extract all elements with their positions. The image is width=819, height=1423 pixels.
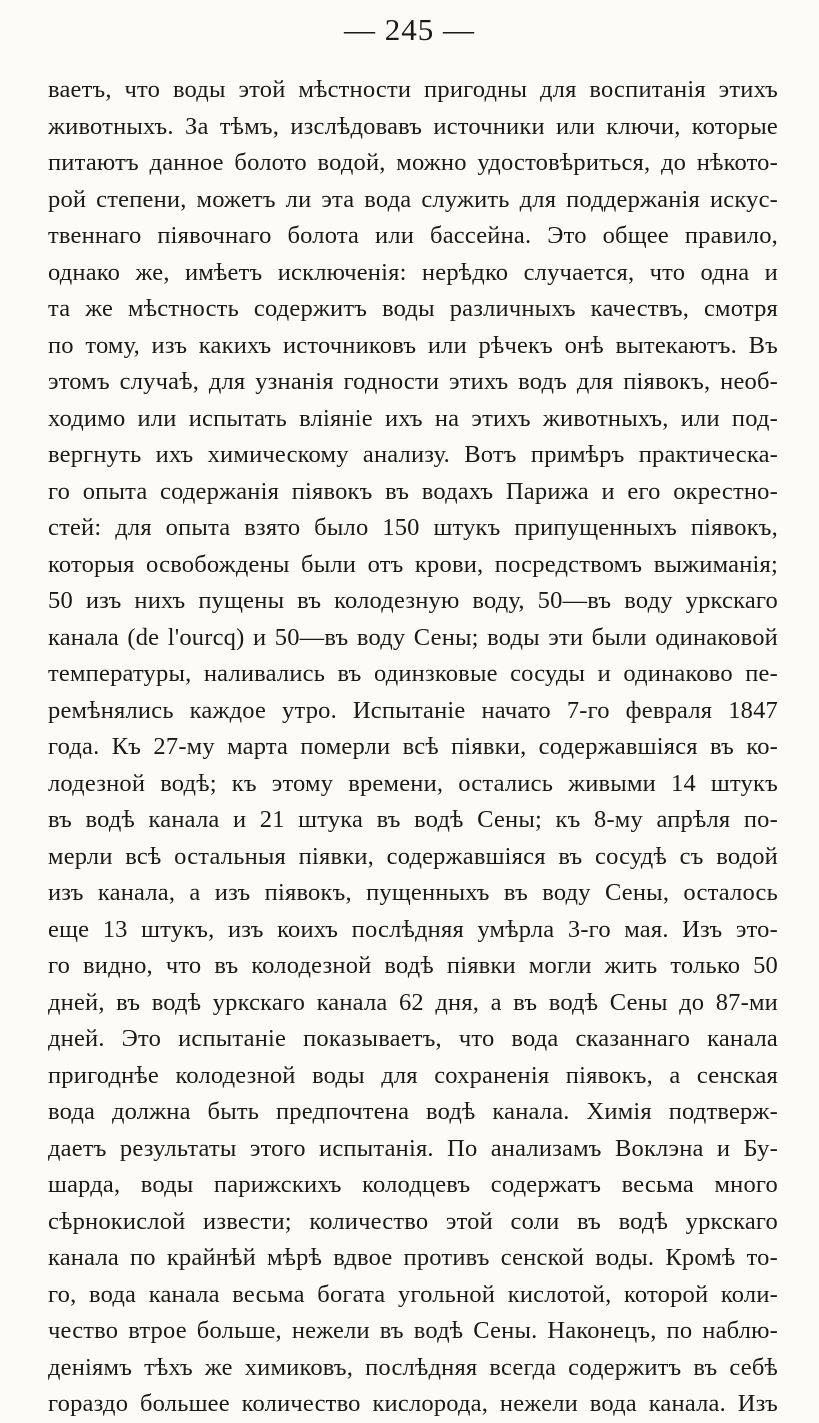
text-line: го, вода канала весьма богата угольной кислотой, которой коли- [48,1280,778,1308]
text-line: изъ канала, а изъ піявокъ, пущенныхъ въ воду Сены, осталось [48,879,778,906]
text-line: даетъ результаты этого испытанія. По анализамъ Воклэна и Бу- [48,1134,778,1162]
text-line: деніямъ тѣхъ же химиковъ, послѣдняя всегда содержитъ въ себѣ [48,1353,778,1381]
body-text [48,72,778,1423]
text-line: канала по крайнѣй мѣрѣ вдвое противъ сенской воды. Кромѣ то- [48,1244,778,1271]
text-line: дней. Это испытаніе показываетъ, что вода сказаннаго канала [48,1025,778,1052]
text-line: мерли всѣ остальныя піявки, содержавшіяся въ сосудѣ съ водой [48,842,778,870]
text-line: пригоднѣе колодезной воды для сохраненія піявокъ, а сенская [48,1061,778,1089]
text-line: го видно, что въ колодезной водѣ піявки могли жить только 50 [48,952,778,979]
page-number: — 245 — [344,12,475,47]
text-line: канала (de l'ourcq) и 50—въ воду Сены; воды эти были одинаковой [48,623,778,651]
text-line: та же мѣстность содержитъ воды различныхъ качествъ, смотря [48,295,778,322]
text-line: рой степени, можетъ ли эта вода служить для поддержанія искус- [48,185,778,213]
text-line: ходимо или испытать вліяніе ихъ на этихъ животныхъ, или под- [48,404,778,432]
text-line: еще 13 штукъ, изъ коихъ послѣдняя умѣрла 3-го мая. Изъ это- [48,915,778,943]
text-line: въ водѣ канала и 21 штука въ водѣ Сены; къ 8-му апрѣля по- [48,806,778,833]
text-line: шарда, воды парижскихъ колодцевъ содержатъ весьма много [48,1171,778,1198]
text-line: однако же, имѣетъ исключенія: нерѣдко случается, что одна и [48,258,778,286]
text-line: сѣрнокислой извести; количество этой соли въ водѣ уркскаго [48,1207,778,1235]
text-line: вода должна быть предпочтена водѣ канала. Химія подтверж- [48,1098,778,1125]
text-line: температуры, наливались въ одинзковые сосуды и одинаково пе- [48,660,778,687]
text-line: которыя освобождены были отъ крови, посредствомъ выжиманія; [48,550,778,578]
text-line: вергнуть ихъ химическому анализу. Вотъ примѣръ практическа- [48,441,778,468]
text-line: года. Къ 27-му марта померли всѣ піявки, содержавшіяся въ ко- [48,733,778,760]
text-line: лодезной водѣ; къ этому времени, остались живыми 14 штукъ [48,769,778,797]
text-line: этомъ случаѣ, для узнанія годности этихъ водъ для піявокъ, необ- [48,368,778,395]
text-line: дней, въ водѣ уркскаго канала 62 дня, а въ водѣ Сены до 87-ми [48,988,778,1016]
text-line: твеннаго піявочнаго болота или бассейна. Это общее правило, [48,222,778,249]
text-line: животныхъ. За тѣмъ, изслѣдовавъ источники или ключи, которые [48,112,778,140]
text-line: чество втрое больше, нежели въ водѣ Сены. Наконецъ, по наблю- [48,1317,778,1344]
text-line: питаютъ данное болото водой, можно удостовѣриться, до нѣкото- [48,149,778,176]
text-line: по тому, изъ какихъ источниковъ или рѣчекъ онѣ вытекаютъ. Въ [48,331,778,359]
text-line: го опыта содержанія піявокъ въ водахъ Парижа и его окрестно- [48,477,778,505]
text-line: стей: для опыта взято было 150 штукъ припущенныхъ піявокъ, [48,514,778,541]
text-line: 50 изъ нихъ пущены въ колодезную воду, 50—въ воду уркскаго [48,587,778,614]
text-line: ремѣнялись каждое утро. Испытаніе начато 7-го февраля 1847 [48,696,778,724]
text-line: гораздо большее количество кислорода, нежели вода канала. Изъ [48,1390,778,1417]
text-line: ваетъ, что воды этой мѣстности пригодны для воспитанія этихъ [48,76,778,103]
